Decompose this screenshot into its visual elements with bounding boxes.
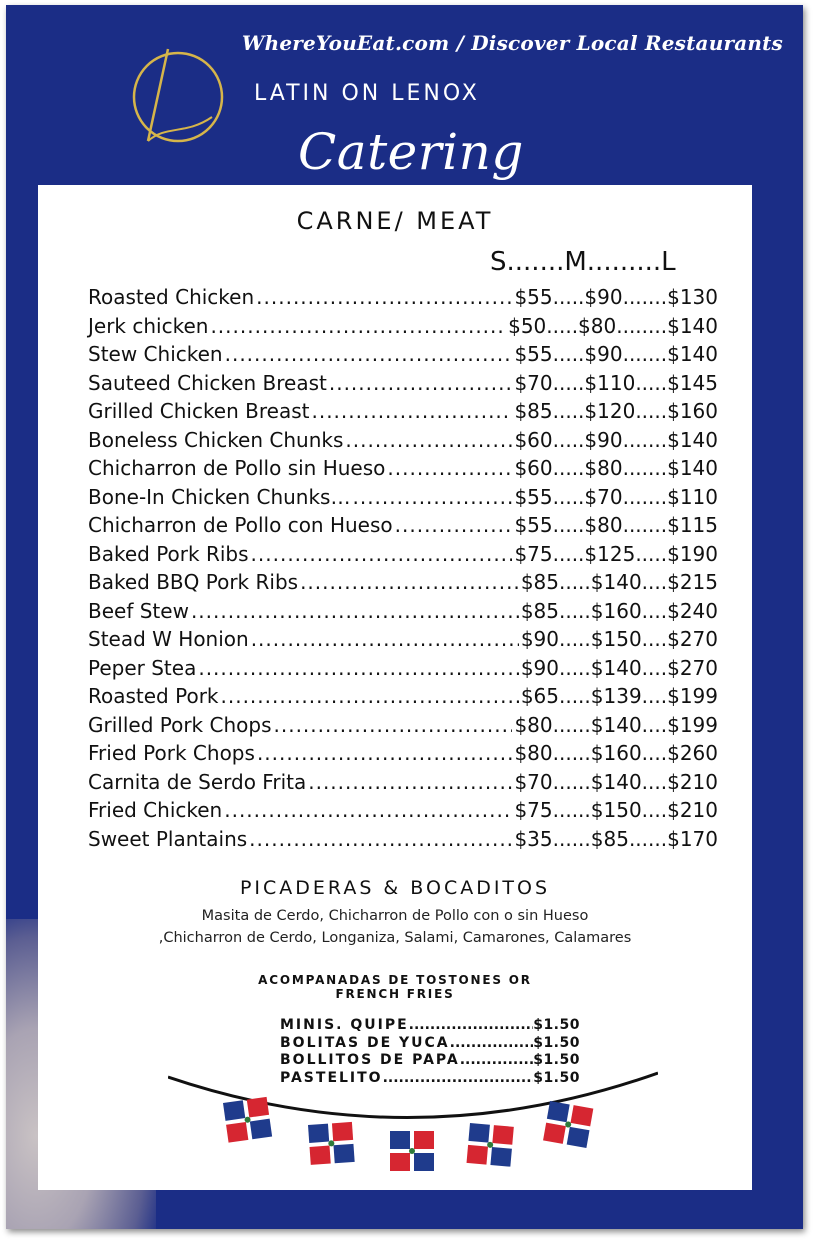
item-name: Carnita de Serdo Frita	[88, 769, 307, 794]
item-price: $1.50	[533, 1034, 580, 1051]
bocadito-item	[280, 1035, 580, 1053]
menu-item	[88, 285, 718, 314]
item-price: $35......$85......$170	[514, 826, 718, 851]
item-name: Roasted Pork	[88, 684, 219, 708]
item-price: $55.....$90.......$140	[514, 342, 718, 366]
item-price: $1.50	[533, 1069, 580, 1086]
item-name: Stew Chicken	[88, 342, 223, 366]
item-name: Stead W Honion	[88, 627, 249, 651]
leader-dots	[251, 627, 519, 651]
item-name: PASTELITO	[280, 1069, 383, 1086]
restaurant-name: LATIN ON LENOX	[254, 81, 480, 106]
menu-card	[38, 185, 752, 1190]
catering-title: Catering	[298, 123, 524, 181]
item-price: $50.....$80........$140	[508, 313, 718, 338]
leader-dots	[224, 798, 512, 822]
leader-dots	[450, 1035, 534, 1051]
dominican-flag-icon	[467, 1123, 514, 1167]
item-name: Chicharron de Pollo sin Hueso	[88, 456, 386, 480]
item-price: $55.....$80.......$115	[514, 513, 718, 537]
leader-dots	[308, 770, 512, 794]
item-name: Fried Pork Chops	[88, 741, 255, 765]
acompanadas-heading	[38, 973, 752, 1001]
item-price: $60.....$90.......$140	[514, 427, 718, 452]
leader-dots	[395, 513, 513, 537]
leader-dots	[257, 741, 513, 765]
item-name: Boneless Chicken Chunks	[88, 427, 344, 452]
item-name: Sauteed Chicken Breast	[88, 370, 327, 395]
menu-item	[88, 684, 718, 713]
menu-item	[88, 314, 718, 343]
item-price: $55.....$90.......$130	[514, 285, 718, 309]
leader-dots	[274, 713, 513, 737]
menu-item	[88, 399, 718, 428]
item-price: $65.....$139....$199	[520, 684, 718, 708]
menu-item	[88, 599, 718, 628]
picaderas-line-2: ,Chicharron de Cerdo, Longaniza, Salami, Camarones, Calamares	[158, 930, 632, 946]
item-name: Fried Chicken	[88, 798, 223, 822]
item-price: $1.50	[533, 1017, 580, 1033]
dominican-flag-icon	[390, 1131, 434, 1171]
leader-dots	[409, 1017, 534, 1033]
menu-item	[88, 798, 718, 827]
menu-item	[88, 485, 718, 514]
leader-dots	[387, 456, 512, 480]
menu-item	[88, 456, 718, 485]
dominican-flag-icon	[308, 1122, 355, 1165]
item-price: $85.....$120.....$160	[514, 399, 718, 423]
item-price: $90.....$140....$270	[520, 655, 718, 680]
item-price: $70.....$110.....$145	[514, 370, 718, 395]
item-price: $80......$160....$260	[514, 741, 718, 765]
dominican-flag-icon	[543, 1101, 593, 1148]
menu-item	[88, 770, 718, 799]
leader-dots	[249, 827, 512, 851]
menu-item	[88, 827, 718, 856]
acompanadas-line-2: FRENCH FRIES	[335, 987, 455, 1001]
acompanadas-line-1: ACOMPANADAS DE TOSTONES OR	[258, 973, 532, 987]
item-name: Sweet Plantains	[88, 826, 248, 851]
leader-dots	[251, 542, 513, 566]
leader-dots	[329, 371, 513, 395]
item-price: $55.....$70.......$110	[514, 484, 718, 509]
leader-dots	[311, 399, 512, 423]
item-name: Baked BBQ Pork Ribs	[88, 570, 299, 594]
menu-page	[6, 5, 803, 1229]
leader-dots	[221, 684, 519, 708]
menu-item	[88, 741, 718, 770]
item-price: $75......$150....$210	[514, 798, 718, 822]
menu-item	[88, 428, 718, 457]
leader-dots	[256, 285, 512, 309]
item-name: Grilled Pork Chops	[88, 712, 272, 737]
menu-item	[88, 371, 718, 400]
item-name: BOLITAS DE YUCA	[280, 1034, 450, 1051]
menu-item	[88, 570, 718, 599]
item-price: $60.....$80.......$140	[514, 456, 718, 480]
meat-section-title: CARNE/ MEAT	[296, 207, 494, 235]
menu-item	[88, 513, 718, 542]
bocadito-item	[280, 1017, 580, 1035]
item-price: $85.....$160....$240	[520, 598, 718, 623]
item-price: $85.....$140....$215	[520, 570, 718, 594]
menu-item	[88, 656, 718, 685]
leader-dots	[225, 342, 513, 366]
leader-dots	[345, 428, 512, 452]
menu-item	[88, 542, 718, 571]
item-name: Jerk chicken	[88, 313, 209, 338]
item-name: Roasted Chicken	[88, 285, 255, 309]
picaderas-description	[38, 905, 752, 949]
item-name: MINIS. QUIPE	[280, 1017, 409, 1033]
item-price: $75.....$125.....$190	[514, 541, 718, 566]
menu-item	[88, 627, 718, 656]
item-name: Bone-In Chicken Chunks…	[88, 484, 351, 509]
item-name: Peper Stea	[88, 655, 197, 680]
brand-logo-icon	[126, 45, 226, 155]
leader-dots	[198, 656, 518, 680]
item-name: BOLLITOS DE PAPA	[280, 1052, 460, 1068]
item-price: $90.....$150....$270	[520, 627, 718, 651]
item-price: $1.50	[533, 1052, 580, 1068]
menu-item	[88, 342, 718, 371]
menu-item	[88, 713, 718, 742]
dominican-flag-icon	[223, 1097, 272, 1143]
meat-menu-list	[88, 285, 718, 855]
picaderas-line-1: Masita de Cerdo, Chicharron de Pollo con o sin Hueso	[201, 908, 589, 924]
flag-banner-icon	[168, 1065, 658, 1195]
item-price: $70......$140....$210	[514, 769, 718, 794]
picaderas-title: PICADERAS & BOCADITOS	[239, 877, 551, 899]
size-header: S.......M.........L	[490, 247, 676, 277]
leader-dots	[210, 314, 506, 338]
item-name: Beef Stew	[88, 598, 189, 623]
leader-dots	[300, 570, 519, 594]
item-price: $80......$140....$199	[514, 712, 718, 737]
item-name: Grilled Chicken Breast	[88, 399, 310, 423]
item-name: Chicharron de Pollo con Hueso	[88, 513, 393, 537]
leader-dots	[191, 599, 519, 623]
item-name: Baked Pork Ribs	[88, 541, 249, 566]
leader-dots	[352, 485, 512, 509]
watermark: WhereYouEat.com / Discover Local Restaurants	[241, 31, 783, 55]
